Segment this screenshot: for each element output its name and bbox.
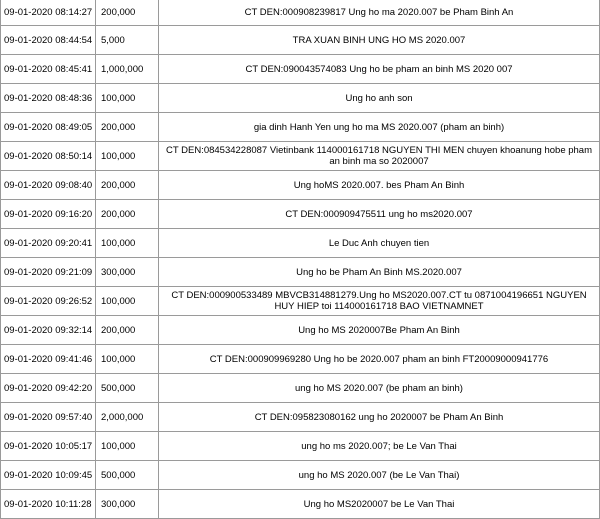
amount-cell: 200,000 — [96, 113, 159, 142]
donation-table-body — [1, 0, 600, 519]
table-row — [1, 171, 600, 200]
date-cell: 09-01-2020 09:08:40 — [1, 171, 96, 200]
date-cell: 09-01-2020 10:09:45 — [1, 461, 96, 490]
amount-cell: 300,000 — [96, 490, 159, 519]
description-cell: ung ho MS 2020.007 (be pham an binh) — [159, 374, 600, 403]
table-row — [1, 229, 600, 258]
table-row — [1, 26, 600, 55]
amount-cell: 100,000 — [96, 432, 159, 461]
table-row — [1, 316, 600, 345]
date-cell: 09-01-2020 09:42:20 — [1, 374, 96, 403]
date-cell: 09-01-2020 08:49:05 — [1, 113, 96, 142]
amount-cell: 1,000,000 — [96, 55, 159, 84]
date-cell: 09-01-2020 08:48:36 — [1, 84, 96, 113]
date-cell: 09-01-2020 09:20:41 — [1, 229, 96, 258]
date-cell: 09-01-2020 10:05:17 — [1, 432, 96, 461]
description-cell: gia dinh Hanh Yen ung ho ma MS 2020.007 (pham an binh) — [159, 113, 600, 142]
amount-cell: 200,000 — [96, 316, 159, 345]
amount-cell: 500,000 — [96, 461, 159, 490]
date-cell: 09-01-2020 09:41:46 — [1, 345, 96, 374]
table-row — [1, 432, 600, 461]
description-cell: CT DEN:000909969280 Ung ho be 2020.007 pham an binh FT20009000941776 — [159, 345, 600, 374]
table-row — [1, 287, 600, 316]
description-cell: ung ho ms 2020.007; be Le Van Thai — [159, 432, 600, 461]
description-cell: ung ho MS 2020.007 (be Le Van Thai) — [159, 461, 600, 490]
table-row — [1, 0, 600, 26]
description-cell: Ung ho MS2020007 be Le Van Thai — [159, 490, 600, 519]
date-cell: 09-01-2020 09:57:40 — [1, 403, 96, 432]
description-cell: TRA XUAN BINH UNG HO MS 2020.007 — [159, 26, 600, 55]
description-cell: Ung ho MS 2020007Be Pham An Binh — [159, 316, 600, 345]
amount-cell: 200,000 — [96, 171, 159, 200]
table-row — [1, 403, 600, 432]
date-cell: 09-01-2020 09:16:20 — [1, 200, 96, 229]
table-row — [1, 55, 600, 84]
description-cell: CT DEN:084534228087 Vietinbank 114000161718 NGUYEN THI MEN chuyen khoanung hobe pham an binh ma so 2020007 — [159, 142, 600, 171]
amount-cell: 100,000 — [96, 142, 159, 171]
amount-cell: 100,000 — [96, 229, 159, 258]
amount-cell: 100,000 — [96, 345, 159, 374]
description-cell: Ung ho be Pham An Binh MS.2020.007 — [159, 258, 600, 287]
date-cell: 09-01-2020 10:11:28 — [1, 490, 96, 519]
description-cell: CT DEN:000900533489 MBVCB314881279.Ung ho MS2020.007.CT tu 0871004196651 NGUYEN HUY HIEP toi 114000161718 BAO VIETNAMNET — [159, 287, 600, 316]
amount-cell: 100,000 — [96, 84, 159, 113]
date-cell: 09-01-2020 09:26:52 — [1, 287, 96, 316]
amount-cell: 2,000,000 — [96, 403, 159, 432]
date-cell: 09-01-2020 08:45:41 — [1, 55, 96, 84]
amount-cell: 5,000 — [96, 26, 159, 55]
amount-cell: 200,000 — [96, 0, 159, 26]
amount-cell: 200,000 — [96, 200, 159, 229]
table-row — [1, 490, 600, 519]
description-cell: CT DEN:095823080162 ung ho 2020007 be Pham An Binh — [159, 403, 600, 432]
date-cell: 09-01-2020 08:44:54 — [1, 26, 96, 55]
date-cell: 09-01-2020 09:21:09 — [1, 258, 96, 287]
amount-cell: 100,000 — [96, 287, 159, 316]
amount-cell: 300,000 — [96, 258, 159, 287]
date-cell: 09-01-2020 08:14:27 — [1, 0, 96, 26]
table-row — [1, 258, 600, 287]
description-cell: Ung hoMS 2020.007. bes Pham An Binh — [159, 171, 600, 200]
table-row — [1, 142, 600, 171]
description-cell: Le Duc Anh chuyen tien — [159, 229, 600, 258]
date-cell: 09-01-2020 09:32:14 — [1, 316, 96, 345]
description-cell: Ung ho anh son — [159, 84, 600, 113]
table-row — [1, 200, 600, 229]
description-cell: CT DEN:000909475511 ung ho ms2020.007 — [159, 200, 600, 229]
description-cell: CT DEN:090043574083 Ung ho be pham an binh MS 2020 007 — [159, 55, 600, 84]
table-row — [1, 461, 600, 490]
table-row — [1, 345, 600, 374]
table-row — [1, 113, 600, 142]
date-cell: 09-01-2020 08:50:14 — [1, 142, 96, 171]
table-row — [1, 84, 600, 113]
table-row — [1, 374, 600, 403]
description-cell: CT DEN:000908239817 Ung ho ma 2020.007 be Pham Binh An — [159, 0, 600, 26]
amount-cell: 500,000 — [96, 374, 159, 403]
